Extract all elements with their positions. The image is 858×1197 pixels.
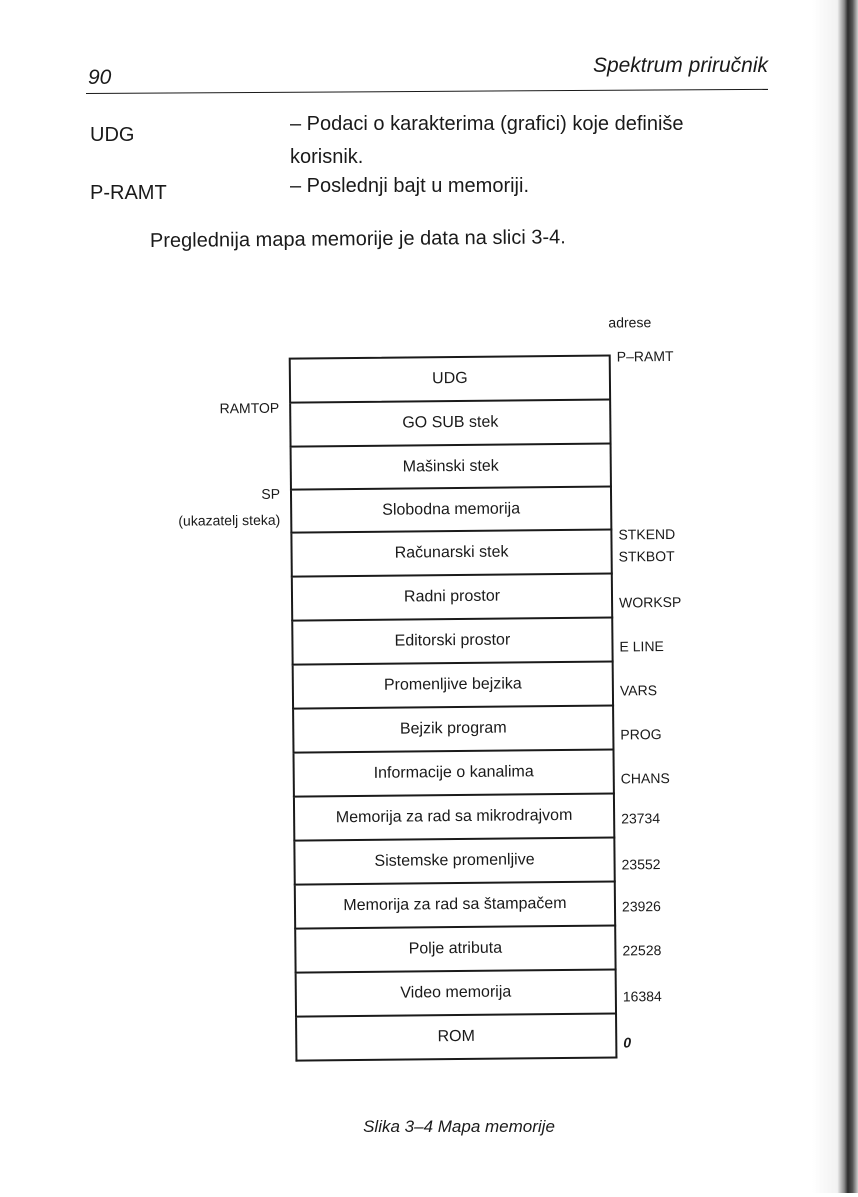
memory-block-label: Računarski stek xyxy=(394,543,509,562)
address-label: PROG xyxy=(620,726,662,743)
memory-block xyxy=(295,1015,617,1062)
ramtop-label: RAMTOP xyxy=(219,399,280,417)
definition-line: – Poslednji bajt u memoriji. xyxy=(290,175,529,197)
address-label: STKBOT xyxy=(618,547,675,565)
address-label: 22528 xyxy=(622,942,662,959)
memory-block-label: Promenljive bejzika xyxy=(383,675,522,694)
memory-block xyxy=(293,795,615,842)
memory-block-label: GO SUB stek xyxy=(402,413,499,432)
memory-block-label: Slobodna memorija xyxy=(382,499,521,519)
memory-block-label: Bejzik program xyxy=(399,719,507,738)
memory-block xyxy=(291,619,613,666)
memory-block-label: ROM xyxy=(437,1027,475,1046)
definition-line: korisnik. xyxy=(290,146,364,168)
page-number: 90 xyxy=(88,66,112,89)
memory-block xyxy=(289,401,611,448)
figure-caption: Slika 3–4 Mapa memorije xyxy=(363,1117,555,1136)
sp-label: SP xyxy=(261,485,281,502)
memory-block-label: Polje atributa xyxy=(408,939,503,958)
address-label: STKEND xyxy=(618,525,676,543)
address-heading: adrese xyxy=(608,314,652,331)
memory-block-label: Mašinski stek xyxy=(402,457,499,476)
memory-block xyxy=(294,883,616,930)
memory-block xyxy=(290,445,612,491)
memory-block xyxy=(290,488,612,534)
memory-block-label: Video memorija xyxy=(400,983,512,1002)
memory-block xyxy=(295,971,617,1018)
intro-text: Preglednija mapa memorije je data na slici 3-4. xyxy=(149,226,566,252)
address-label: WORKSP xyxy=(618,593,682,611)
address-label: 23926 xyxy=(621,898,662,915)
memory-block-label: Memorija za rad sa štampačem xyxy=(343,894,567,915)
memory-block xyxy=(294,927,616,974)
memory-block-label: Sistemske promenljive xyxy=(374,851,535,870)
memory-block-label: Informacije o kanalima xyxy=(373,763,534,782)
memory-block xyxy=(292,663,614,710)
address-label: E LINE xyxy=(619,638,664,655)
memory-block-label: UDG xyxy=(432,369,468,388)
memory-block xyxy=(289,355,611,404)
sp-note-label: (ukazatelj steka) xyxy=(178,511,281,529)
memory-block xyxy=(292,707,614,754)
definition-term-udg: UDG xyxy=(90,124,135,146)
address-label: VARS xyxy=(619,682,658,699)
memory-block-label: Radni prostor xyxy=(403,587,501,606)
memory-block xyxy=(293,839,615,886)
definition-line: – Podaci o karakterima (grafici) koje definiše xyxy=(290,113,684,135)
memory-block xyxy=(293,751,615,798)
definition-term-pramt: P-RAMT xyxy=(90,182,167,204)
address-label: P–RAMT xyxy=(616,347,674,365)
memory-block xyxy=(291,575,613,622)
address-label: 0 xyxy=(623,1034,632,1051)
memory-block xyxy=(290,531,612,578)
memory-block-label: Editorski prostor xyxy=(394,631,511,650)
memory-block-label: Memorija za rad sa mikrodrajvom xyxy=(335,806,573,827)
address-label: 23734 xyxy=(621,810,661,827)
address-label: 23552 xyxy=(621,856,661,873)
address-label: CHANS xyxy=(620,769,670,787)
address-label: 16384 xyxy=(622,988,662,1005)
running-title: Spektrum priručnik xyxy=(592,54,768,77)
